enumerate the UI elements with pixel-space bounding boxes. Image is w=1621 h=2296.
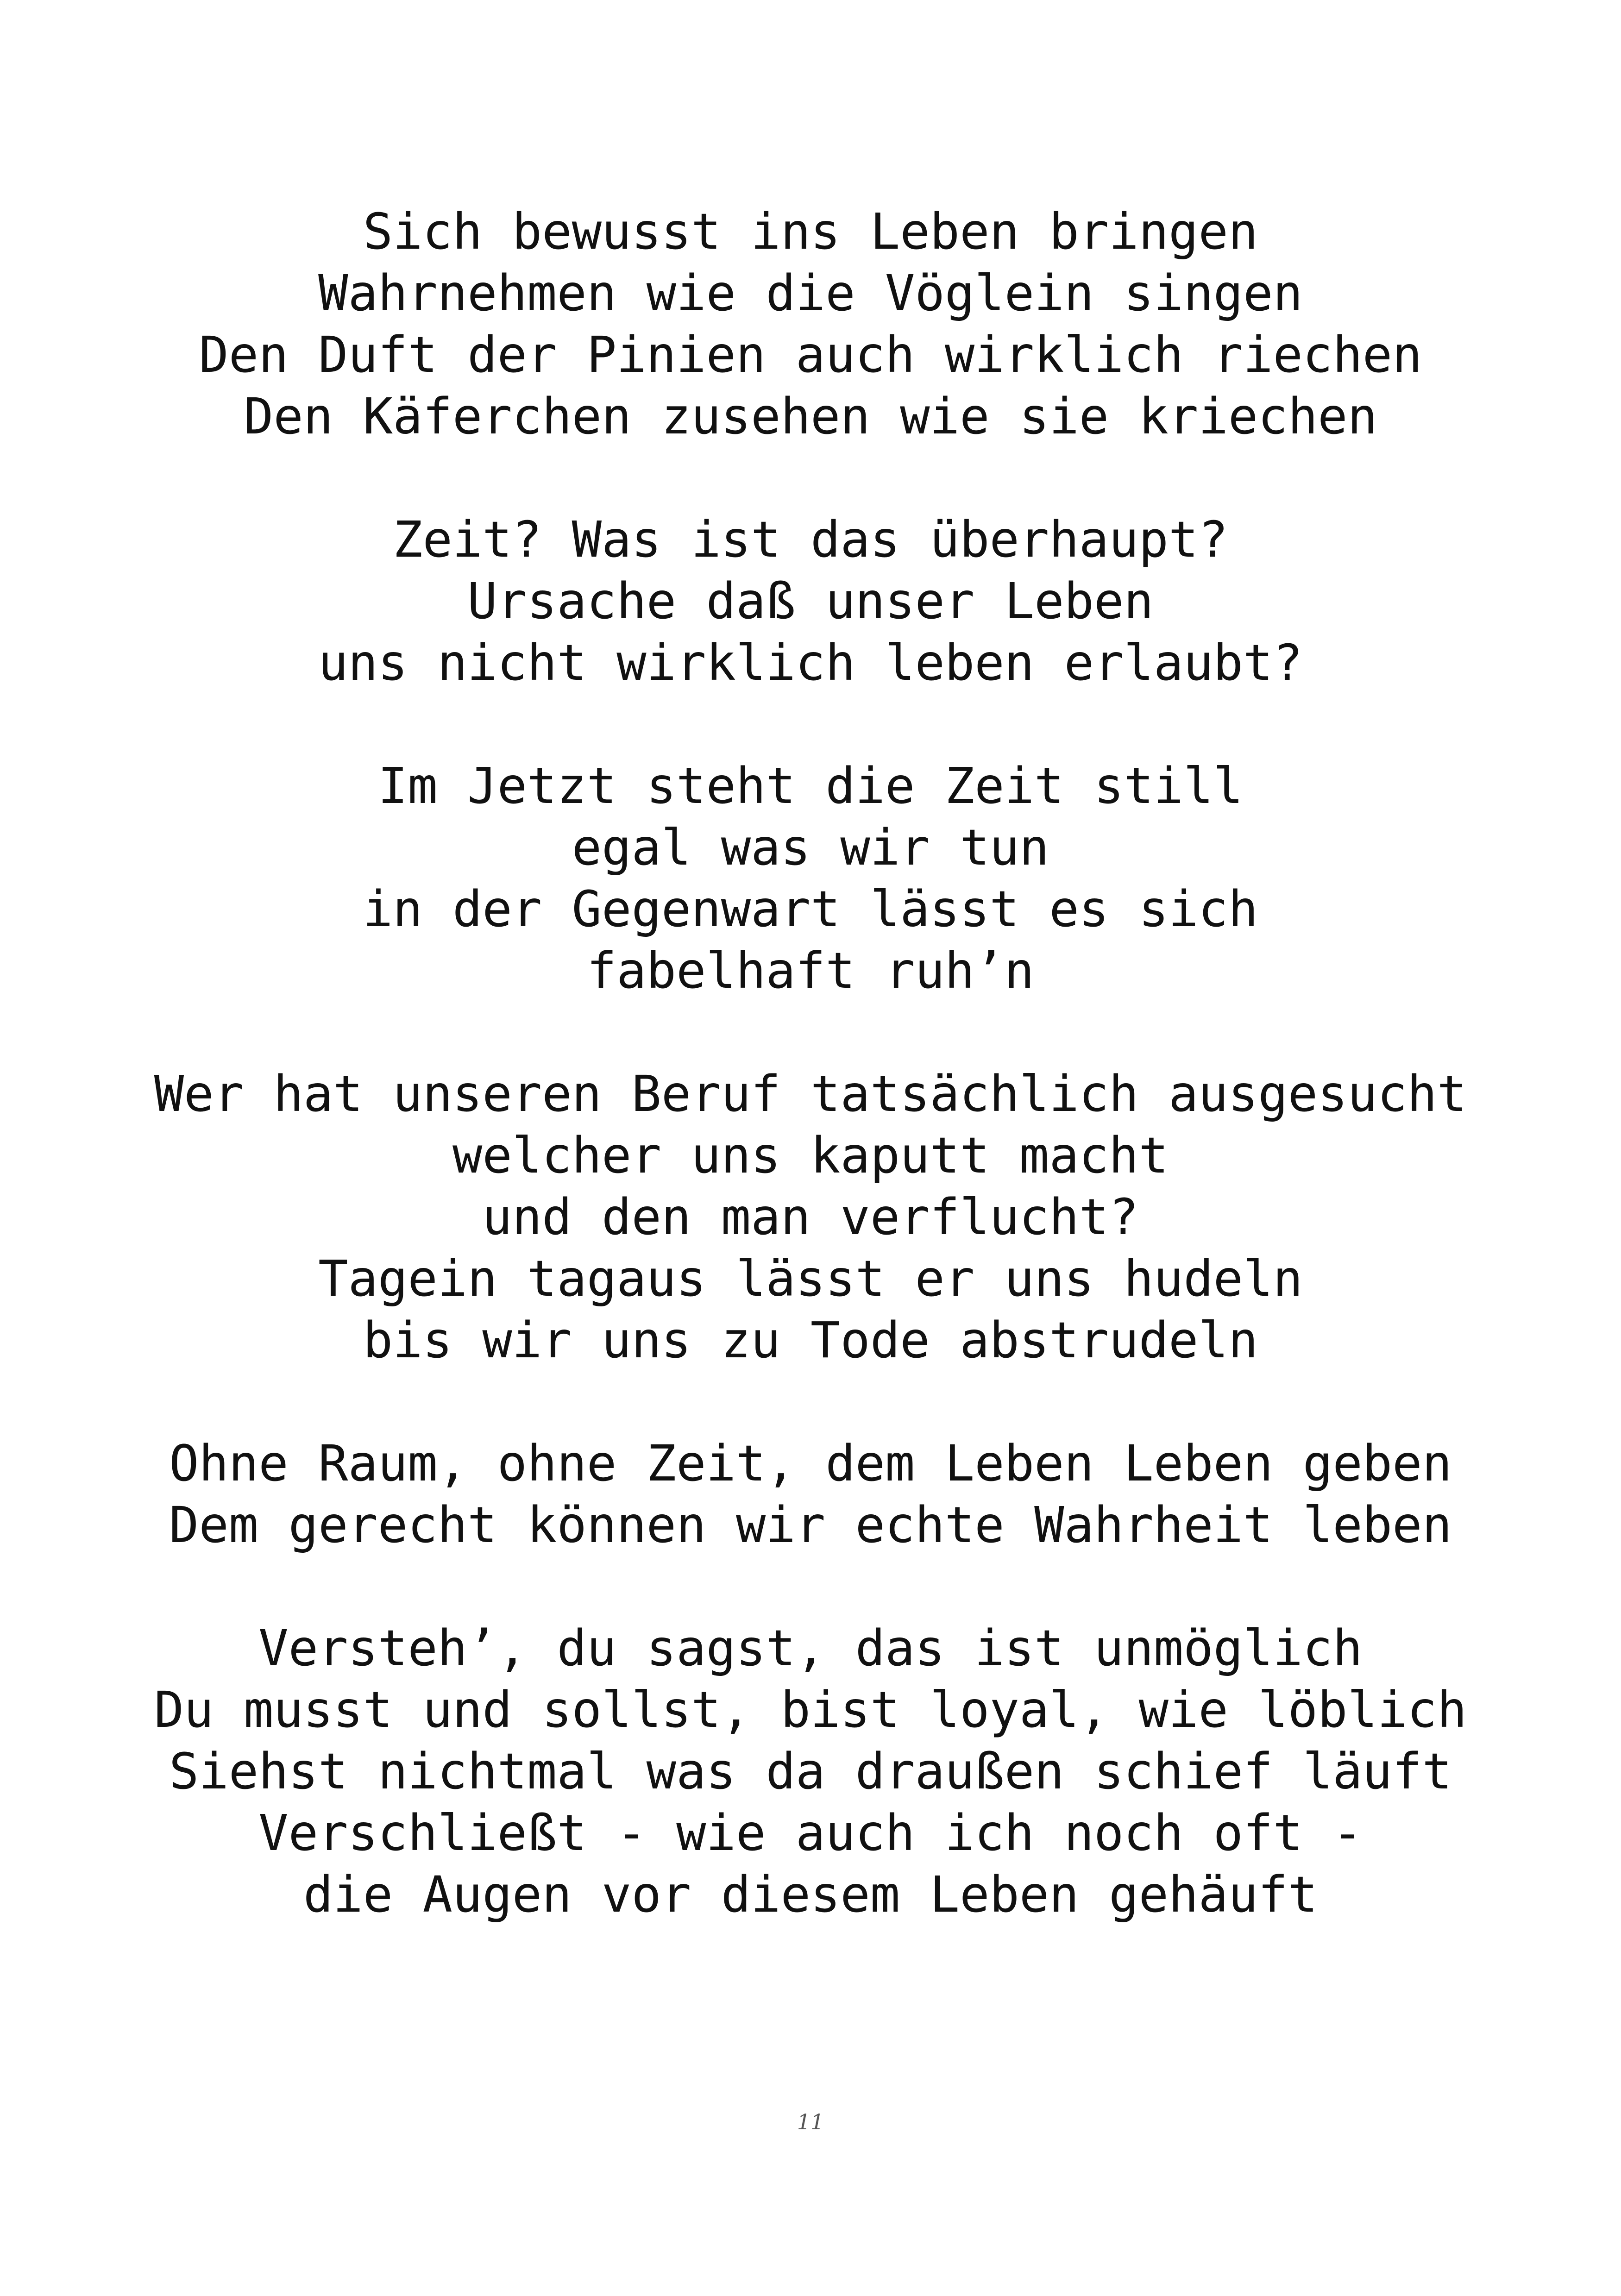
poem-line: Zeit? Was ist das überhaupt?: [393, 511, 1228, 569]
stanza-4: [0, 1064, 1621, 1372]
poem-line: welcher uns kaputt macht: [452, 1127, 1169, 1185]
stanza-1: [0, 201, 1621, 448]
poem-line: die Augen vor diesem Leben gehäuft: [303, 1866, 1318, 1924]
poem-line: bis wir uns zu Tode abstrudeln: [363, 1312, 1258, 1369]
poem-line: Wahrnehmen wie die Vöglein singen: [318, 265, 1303, 322]
stanza-3: [0, 756, 1621, 1002]
poem-line: Dem gerecht können wir echte Wahrheit leben: [169, 1497, 1452, 1554]
stanza-5: [0, 1433, 1621, 1556]
poem-line: Wer hat unseren Beruf tatsächlich ausgesucht: [154, 1066, 1467, 1123]
poem-line: fabelhaft ruh’n: [586, 942, 1035, 1000]
poem-line: Den Duft der Pinien auch wirklich riechen: [199, 326, 1422, 384]
poem-line: Verschließt - wie auch ich noch oft -: [258, 1805, 1363, 1862]
poem-line: Sich bewusst ins Leben bringen: [363, 203, 1258, 261]
poem-line: Ursache daß unser Leben: [467, 573, 1154, 630]
poem-line: Du musst und sollst, bist loyal, wie löblich: [154, 1681, 1467, 1739]
page-number: 11: [797, 2109, 824, 2134]
poem-line: und den man verflucht?: [482, 1189, 1139, 1246]
poem-line: Siehst nichtmal was da draußen schief läuft: [169, 1743, 1452, 1800]
poem-line: Tagein tagaus lässt er uns hudeln: [318, 1250, 1303, 1308]
poem-line: Versteh’, du sagst, das ist unmöglich: [258, 1620, 1363, 1677]
poem-line: Ohne Raum, ohne Zeit, dem Leben Leben geben: [169, 1435, 1452, 1493]
poem-line: uns nicht wirklich leben erlaubt?: [318, 634, 1303, 692]
poem-line: Den Käferchen zusehen wie sie kriechen: [244, 388, 1377, 445]
poem-body: [0, 201, 1621, 1926]
poem-line: in der Gegenwart lässt es sich: [363, 881, 1258, 938]
poem-line: Im Jetzt steht die Zeit still: [377, 758, 1244, 815]
poem-line: egal was wir tun: [572, 819, 1049, 877]
stanza-2: [0, 509, 1621, 694]
stanza-6: [0, 1618, 1621, 1926]
